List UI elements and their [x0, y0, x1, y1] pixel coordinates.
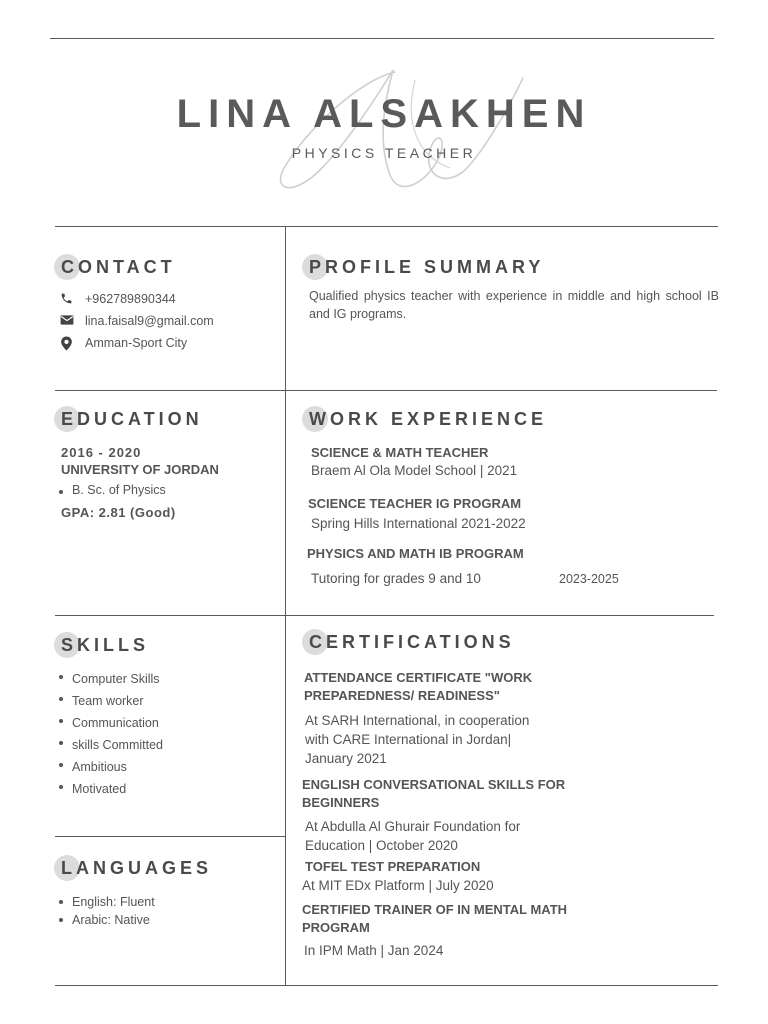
job-years: 2023-2025 — [559, 572, 619, 586]
list-item: Communication — [55, 712, 163, 734]
job-detail: Braem Al Ola Model School | 2021 — [311, 463, 518, 478]
phone-text: +962789890344 — [85, 292, 176, 306]
languages-list — [55, 893, 155, 929]
row2-bottom-rule — [55, 615, 714, 616]
top-rule — [50, 38, 714, 39]
cert-title: TOFEL TEST PREPARATION — [305, 859, 481, 874]
cert-title: ATTENDANCE CERTIFICATE "WORK PREPAREDNESS/ READINESS" — [304, 670, 533, 703]
location-text: Amman-Sport City — [85, 336, 188, 350]
candidate-title: PHYSICS TEACHER — [291, 145, 477, 161]
list-item: Computer Skills — [55, 668, 163, 690]
candidate-name: LINA ALSAKHEN — [176, 92, 592, 136]
education-degree: B. Sc. of Physics — [55, 483, 166, 497]
education-gpa: GPA: 2.81 (Good) — [61, 505, 176, 520]
phone-icon — [60, 292, 73, 305]
row1-bottom-rule — [55, 390, 717, 391]
list-item: English: Fluent — [55, 893, 155, 911]
certifications-heading: CERTIFICATIONS — [302, 628, 515, 656]
list-item: Motivated — [55, 778, 163, 800]
list-item: Team worker — [55, 690, 163, 712]
cert-detail: In IPM Math | Jan 2024 — [304, 943, 444, 958]
skills-bottom-rule — [55, 836, 285, 837]
work-heading: WORK EXPERIENCE — [302, 405, 547, 433]
column-divider — [285, 226, 286, 985]
profile-text: Qualified physics teacher with experience in middle and high school IB and IG programs. — [309, 289, 719, 321]
skills-heading: SKILLS — [54, 631, 149, 659]
cert-detail: At Abdulla Al Ghurair Foundation for Education | October 2020 — [305, 819, 521, 853]
skills-list — [55, 668, 163, 800]
education-heading: EDUCATION — [54, 405, 203, 433]
job-title: SCIENCE TEACHER IG PROGRAM — [308, 496, 522, 511]
job-title: PHYSICS AND MATH IB PROGRAM — [307, 546, 524, 561]
cert-detail: At SARH International, in cooperation with CARE International in Jordan| January 2021 — [305, 713, 530, 766]
cert-title: ENGLISH CONVERSATIONAL SKILLS FOR BEGINNERS — [302, 777, 566, 810]
job-detail: Spring Hills International 2021-2022 — [311, 516, 526, 531]
education-school: UNIVERSITY OF JORDAN — [61, 462, 219, 477]
location-pin-icon — [60, 336, 73, 351]
bottom-rule — [55, 985, 718, 986]
header-bottom-rule — [55, 226, 718, 227]
education-years: 2016 - 2020 — [61, 445, 142, 460]
languages-heading: LANGUAGES — [54, 854, 212, 882]
list-item: skills Committed — [55, 734, 163, 756]
email-text: lina.faisal9@gmail.com — [85, 314, 214, 328]
job-detail: Tutoring for grades 9 and 10 — [311, 571, 481, 586]
cert-detail: At MIT EDx Platform | July 2020 — [302, 878, 494, 893]
list-item: Arabic: Native — [55, 911, 155, 929]
job-title: SCIENCE & MATH TEACHER — [311, 445, 489, 460]
email-icon — [60, 314, 74, 326]
education-degree-list — [55, 483, 166, 497]
contact-heading: CONTACT — [54, 253, 176, 281]
list-item: Ambitious — [55, 756, 163, 778]
profile-heading: PROFILE SUMMARY — [302, 253, 544, 281]
cert-title: CERTIFIED TRAINER OF IN MENTAL MATH PROGRAM — [302, 902, 568, 935]
